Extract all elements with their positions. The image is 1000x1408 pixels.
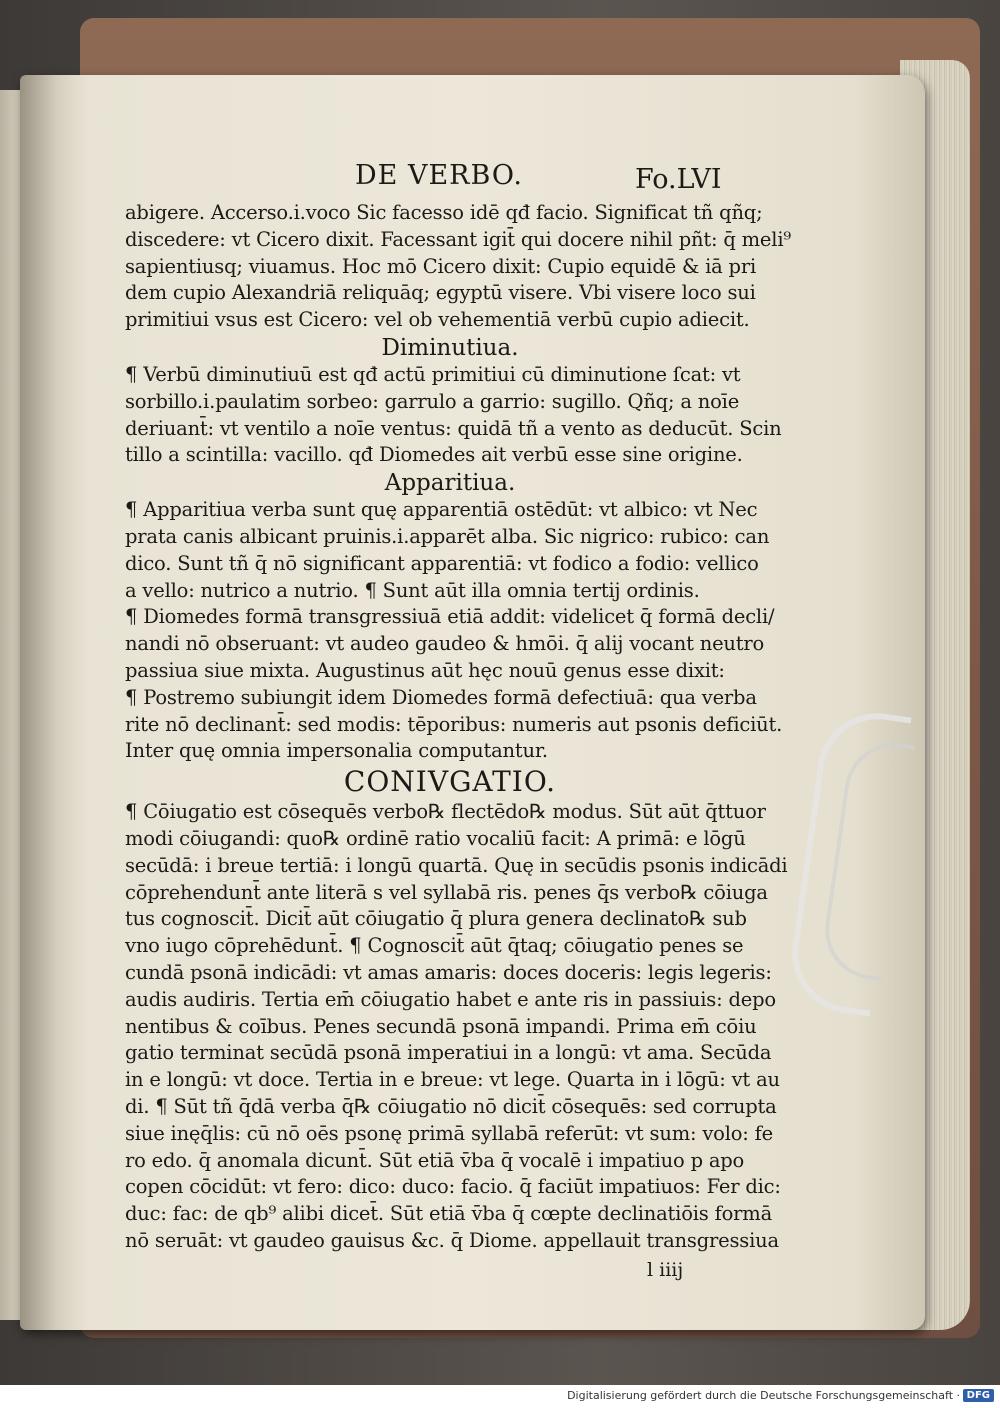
running-header bbox=[125, 160, 775, 200]
text-line: nentibus & coībus. Penes secundā psonā impandi. Prima em̄ cōiu bbox=[125, 1014, 757, 1038]
text-line: modi cōiugandi: quo℞ ordinē ratio vocaliū facit: A primā: e lōgū bbox=[125, 826, 746, 850]
text-line: di. ¶ Sūt tñ q̄dā verba q̄℞ cōiugatio nō dicit̄ cōsequēs: sed corrupta bbox=[125, 1094, 777, 1118]
text-line: vno iugo cōprehēdunt̄. ¶ Cognoscit̄ aūt q̄taq; cōiugatio penes se bbox=[125, 934, 744, 958]
text-line: dem cupio Alexandriā reliquāq; egyptū visere. Vbi visere loco sui bbox=[125, 281, 756, 305]
text-line: primitiui vsus est Cicero: vel ob vehementiā verbū cupio adiecit. bbox=[125, 308, 750, 332]
section-heading: Apparitiua. bbox=[384, 470, 516, 497]
text-line: ¶ Verbū diminutiuū est qđ actū primitiui cū diminutione ſcat: vt bbox=[125, 362, 741, 386]
text-line: nō seruāt: vt gaudeo gauisus &c. q̄ Diome. appellauit transgressiua bbox=[125, 1228, 779, 1252]
text-line: duc: fac: de qb⁹ alibi dicet̄. Sūt etiā v̄ba q̄ cœpte declinatiōis formā bbox=[125, 1202, 773, 1226]
dfg-logo: DFG bbox=[963, 1389, 994, 1402]
page-text bbox=[125, 160, 791, 1285]
text-line: ¶ Cōiugatio est cōsequēs verbo℞ flectēdo℞ modus. Sūt aūt q̄ttuor bbox=[125, 800, 766, 824]
body-text bbox=[125, 200, 791, 1255]
text-line: tillo a scintilla: vacillo. qđ Diomedes ait verbū esse sine origine. bbox=[125, 443, 743, 467]
section-heading: Diminutiua. bbox=[381, 334, 519, 361]
text-line: sapientiusq; viuamus. Hoc mō Cicero dixit: Cupio equidē & iā pri bbox=[125, 254, 756, 278]
text-line: ¶ Apparitiua verba sunt quę apparentiā ostēdūt: vt albico: vt Nec bbox=[125, 498, 758, 522]
text-line: sorbillo.i.paulatim sorbeo: garrulo a garrio: sugillo. Qñq; a noīe bbox=[125, 389, 740, 413]
text-line: discedere: vt Cicero dixit. Facessant igit̄ qui docere nihil pñt: q̄ meli⁹ bbox=[125, 227, 791, 251]
running-title: DE VERBO. bbox=[355, 160, 523, 191]
text-line: cōprehendunt̄ ante literā s vel syllabā ris. penes q̄s verbo℞ cōiuga bbox=[125, 880, 768, 904]
text-line: dico. Sunt tñ q̄ nō significant apparentiā: vt fodico a fodio: vellico bbox=[125, 551, 759, 575]
chapter-heading: CONIVGATIO. bbox=[343, 765, 557, 799]
text-line: ro edo. q̄ anomala dicunt̄. Sūt etiā v̄ba q̄ vocalē i impatiuo p apo bbox=[125, 1148, 745, 1172]
text-line: in e longū: vt doce. Tertia in e breue: vt lege. Quarta in i lōgū: vt au bbox=[125, 1068, 780, 1092]
page-gutter-shadow bbox=[20, 75, 90, 1330]
folio-number: Fo.LVI bbox=[635, 164, 722, 195]
text-line: abigere. Accerso.i.voco Sic facesso idē qđ facio. Significat tñ qñq; bbox=[125, 201, 763, 224]
footer-bar bbox=[0, 1385, 1000, 1408]
text-line: a vello: nutrico a nutrio. ¶ Sunt aūt illa omnia tertij ordinis. bbox=[125, 578, 700, 602]
text-line: cundā psonā indicādi: vt amas amaris: doces doceris: legis legeris: bbox=[125, 960, 772, 984]
text-line: tus cognoscit̄. Dicit̄ aūt cōiugatio q̄ plura genera declinato℞ sub bbox=[125, 907, 747, 931]
funding-credit: Digitalisierung gefördert durch die Deutsche Forschungsgemeinschaft · bbox=[567, 1389, 960, 1402]
text-line: deriuant̄: vt ventilo a noīe ventus: quidā tñ a vento as deducūt. Scin bbox=[125, 416, 782, 440]
text-line: secūdā: i breue tertiā: i longū quartā. Quę in secūdis psonis indicādi bbox=[125, 853, 788, 877]
text-line: ¶ Postremo subiungit idem Diomedes formā defectiuā: qua verba bbox=[125, 685, 757, 709]
text-line: prata canis albicant pruinis.i.apparēt alba. Sic nigrico: rubico: can bbox=[125, 524, 770, 548]
text-line: copen cōcidūt: vt fero: dico: duco: facio. q̄ faciūt impatiuos: Fer dic: bbox=[125, 1175, 781, 1199]
text-line: gatio terminat secūdā psonā imperatiui in a longū: vt ama. Secūda bbox=[125, 1041, 772, 1065]
left-page-edge bbox=[0, 90, 22, 1320]
text-line: rite nō declinant̄: sed modis: tēporibus: numeris aut psonis deficiūt. bbox=[125, 712, 783, 736]
signature-mark: l iiij bbox=[647, 1258, 684, 1281]
text-line: ¶ Diomedes formā transgressiuā etiā addit: videlicet q̄ formā decli/ bbox=[125, 605, 775, 629]
text-line: audis audiris. Tertia em̄ cōiugatio habet e ante ris in passiuis: depo bbox=[125, 987, 776, 1011]
text-line: siue inęq̄lis: cū nō oēs psonę primā syllabā referūt: vt sum: volo: fe bbox=[125, 1121, 774, 1145]
text-line: Inter quę omnia impersonalia computantur. bbox=[125, 739, 548, 763]
text-line: passiua siue mixta. Augustinus aūt hęc nouū genus esse dixit: bbox=[125, 658, 725, 682]
text-line: nandi nō obseruant: vt audeo gaudeo & hmōi. q̄ alij vocant neutro bbox=[125, 632, 765, 656]
